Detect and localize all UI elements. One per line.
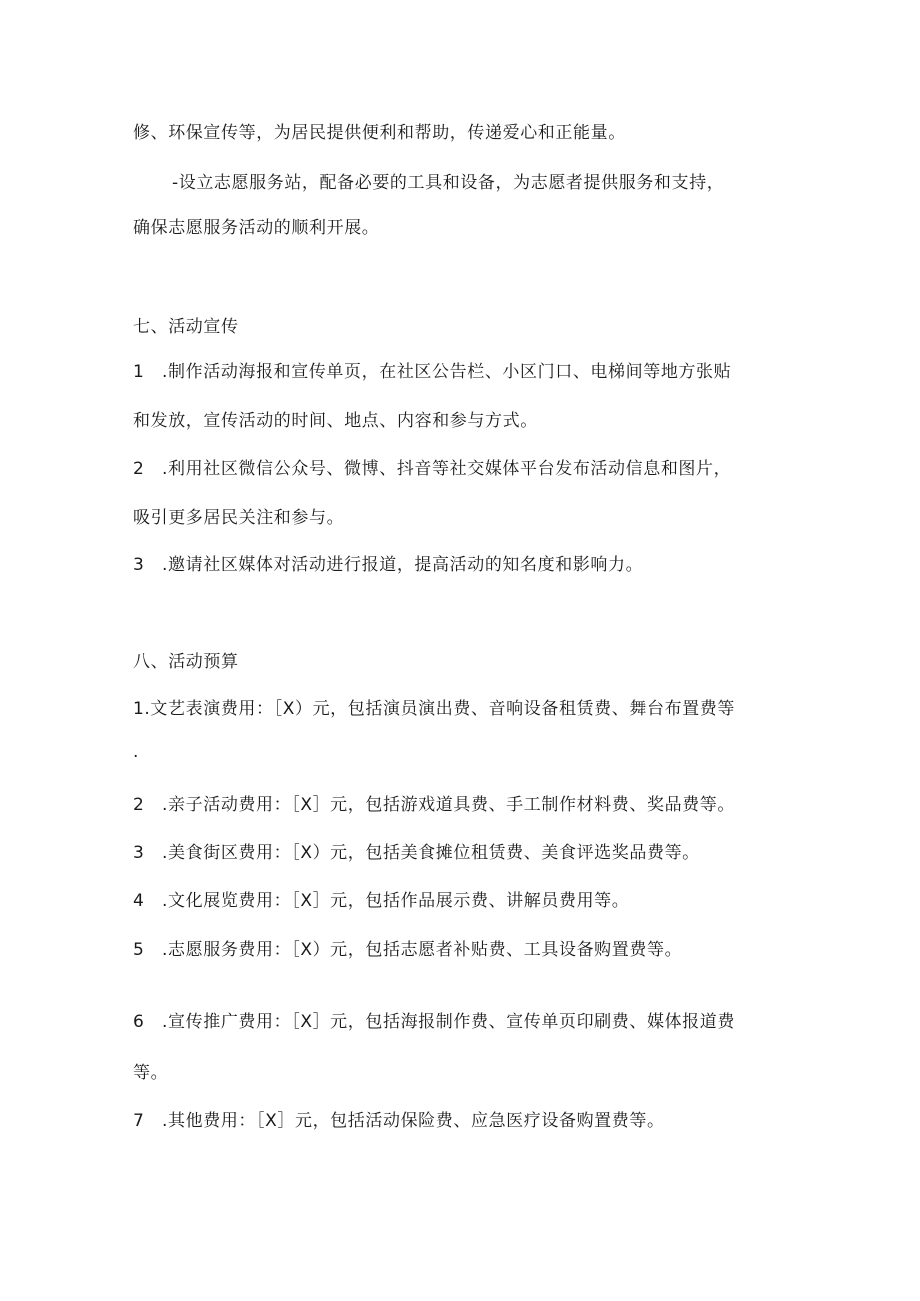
section-8-line-1-continuation: . <box>133 742 140 762</box>
section-8-line-6-continuation: 等。 <box>133 1063 169 1083</box>
intro-line-3: 确保志愿服务活动的顺利开展。 <box>133 218 380 238</box>
section-7-line-4: 吸引更多居民关注和参与。 <box>133 508 345 528</box>
section-8-line-4: 4 .文化展览费用：［X］元，包括作品展示费、讲解员费用等。 <box>133 891 630 911</box>
section-7-line-5: 3 .邀请社区媒体对活动进行报道，提高活动的知名度和影响力。 <box>133 555 644 575</box>
section-8-line-7: 7 .其他费用：［X］元，包括活动保险费、应急医疗设备购置费等。 <box>133 1111 665 1131</box>
section-8-line-5: 5 .志愿服务费用：［X）元，包括志愿者补贴费、工具设备购置费等。 <box>133 940 683 960</box>
section-8-heading: 八、活动预算 <box>133 652 239 672</box>
intro-line-1: 修、环保宣传等，为居民提供便利和帮助，传递爱心和正能量。 <box>133 123 626 143</box>
section-8-line-2: 2 .亲子活动费用：［X］元，包括游戏道具费、手工制作材料费、奖品费等。 <box>133 795 735 815</box>
section-7-line-2: 和发放，宣传活动的时间、地点、内容和参与方式。 <box>133 411 538 431</box>
section-7-heading: 七、活动宣传 <box>133 317 239 337</box>
section-8-line-3: 3 .美食街区费用：［X）元，包括美食摊位租赁费、美食评选奖品费等。 <box>133 843 700 863</box>
section-8-line-1: 1.文艺表演费用：［X）元，包括演员演出费、音响设备租赁费、舞台布置费等 <box>133 699 735 719</box>
intro-line-2: -设立志愿服务站，配备必要的工具和设备，为志愿者提供服务和支持， <box>172 173 725 193</box>
section-7-line-1: 1 .制作活动海报和宣传单页，在社区公告栏、小区门口、电梯间等地方张贴 <box>133 362 732 382</box>
section-7-line-3: 2 .利用社区微信公众号、微博、抖音等社交媒体平台发布活动信息和图片， <box>133 459 732 479</box>
section-8-line-6: 6 .宣传推广费用：［X］元，包括海报制作费、宣传单页印刷费、媒体报道费 <box>133 1012 735 1032</box>
